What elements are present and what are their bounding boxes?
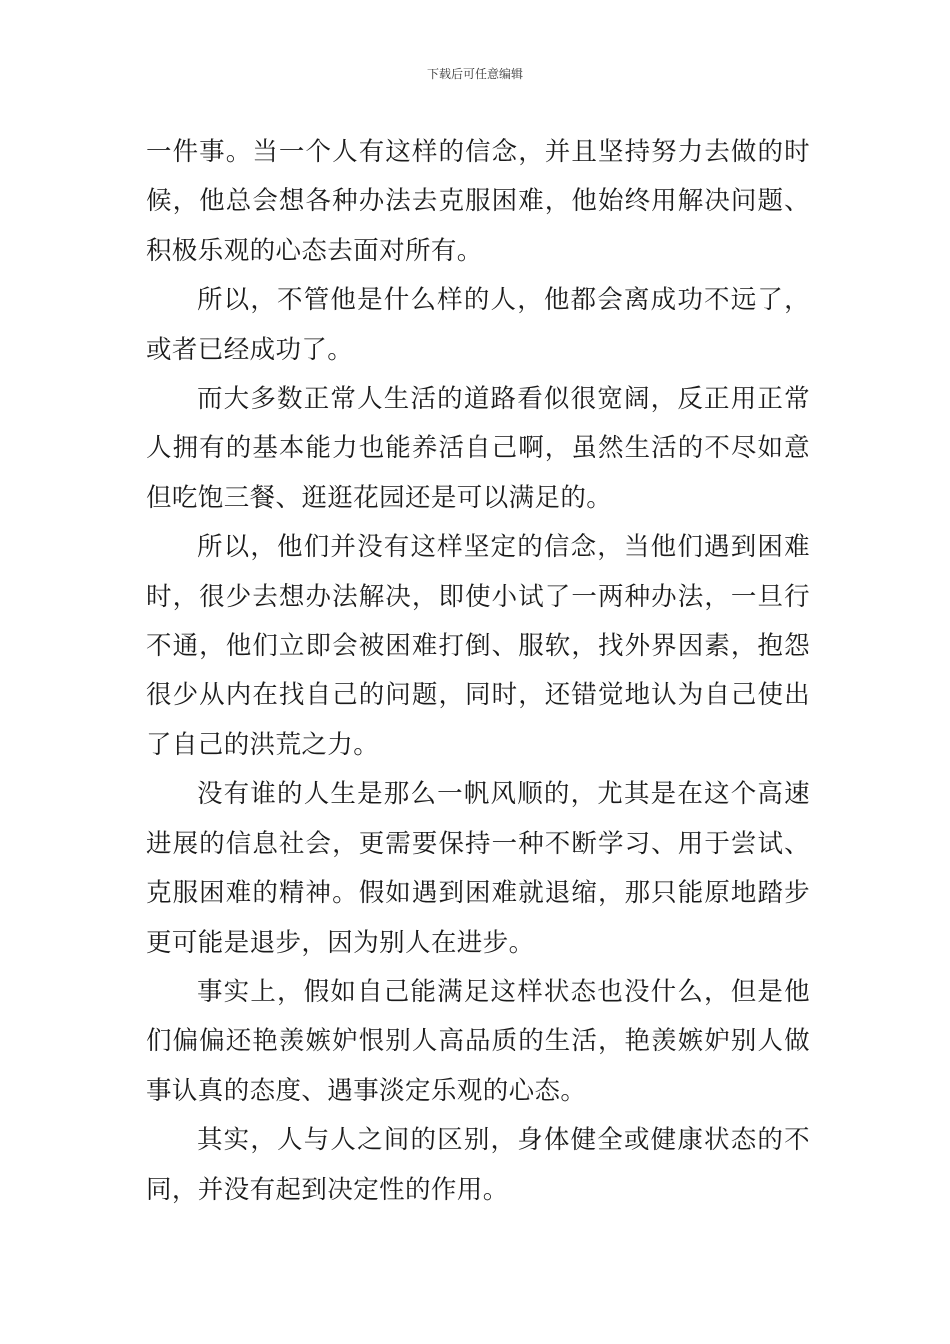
paragraph: 所以，他们并没有这样坚定的信念，当他们遇到困难时，很少去想办法解决，即使小试了一两种办法，一旦行不通，他们立即会被困难打倒、服软，找外界因素，抱怨很少从内在找自己的问题，同时，还错觉地认为自己使出了自己的洪荒之力。 <box>146 532 810 760</box>
paragraph: 而大多数正常人生活的道路看似很宽阔，反正用正常人拥有的基本能力也能养活自己啊，虽然生活的不尽如意但吃饱三餐、逛逛花园还是可以满足的。 <box>146 384 810 513</box>
page-header: 下载后可任意编辑 <box>426 67 523 81</box>
paragraph-continuation: 一件事。当一个人有这样的信念，并且坚持努力去做的时候，他总会想各种办法去克服困难，他始终用解决问题、积极乐观的心态去面对所有。 <box>146 137 810 266</box>
body-text <box>146 128 810 1215</box>
paragraph: 其实，人与人之间的区别，身体健全或健康状态的不同，并没有起到决定性的作用。 <box>146 1125 810 1205</box>
paragraph: 所以，不管他是什么样的人，他都会离成功不远了，或者已经成功了。 <box>146 285 810 365</box>
paragraph: 事实上，假如自己能满足这样状态也没什么，但是他们偏偏还艳羡嫉妒恨别人高品质的生活，艳羡嫉妒别人做事认真的态度、遇事淡定乐观的心态。 <box>146 976 810 1106</box>
paragraph: 没有谁的人生是那么一帆风顺的，尤其是在这个高速进展的信息社会，更需要保持一种不断学习、用于尝试、克服困难的精神。假如遇到困难就退缩，那只能原地踏步更可能是退步，因为别人在进步。 <box>146 779 810 958</box>
